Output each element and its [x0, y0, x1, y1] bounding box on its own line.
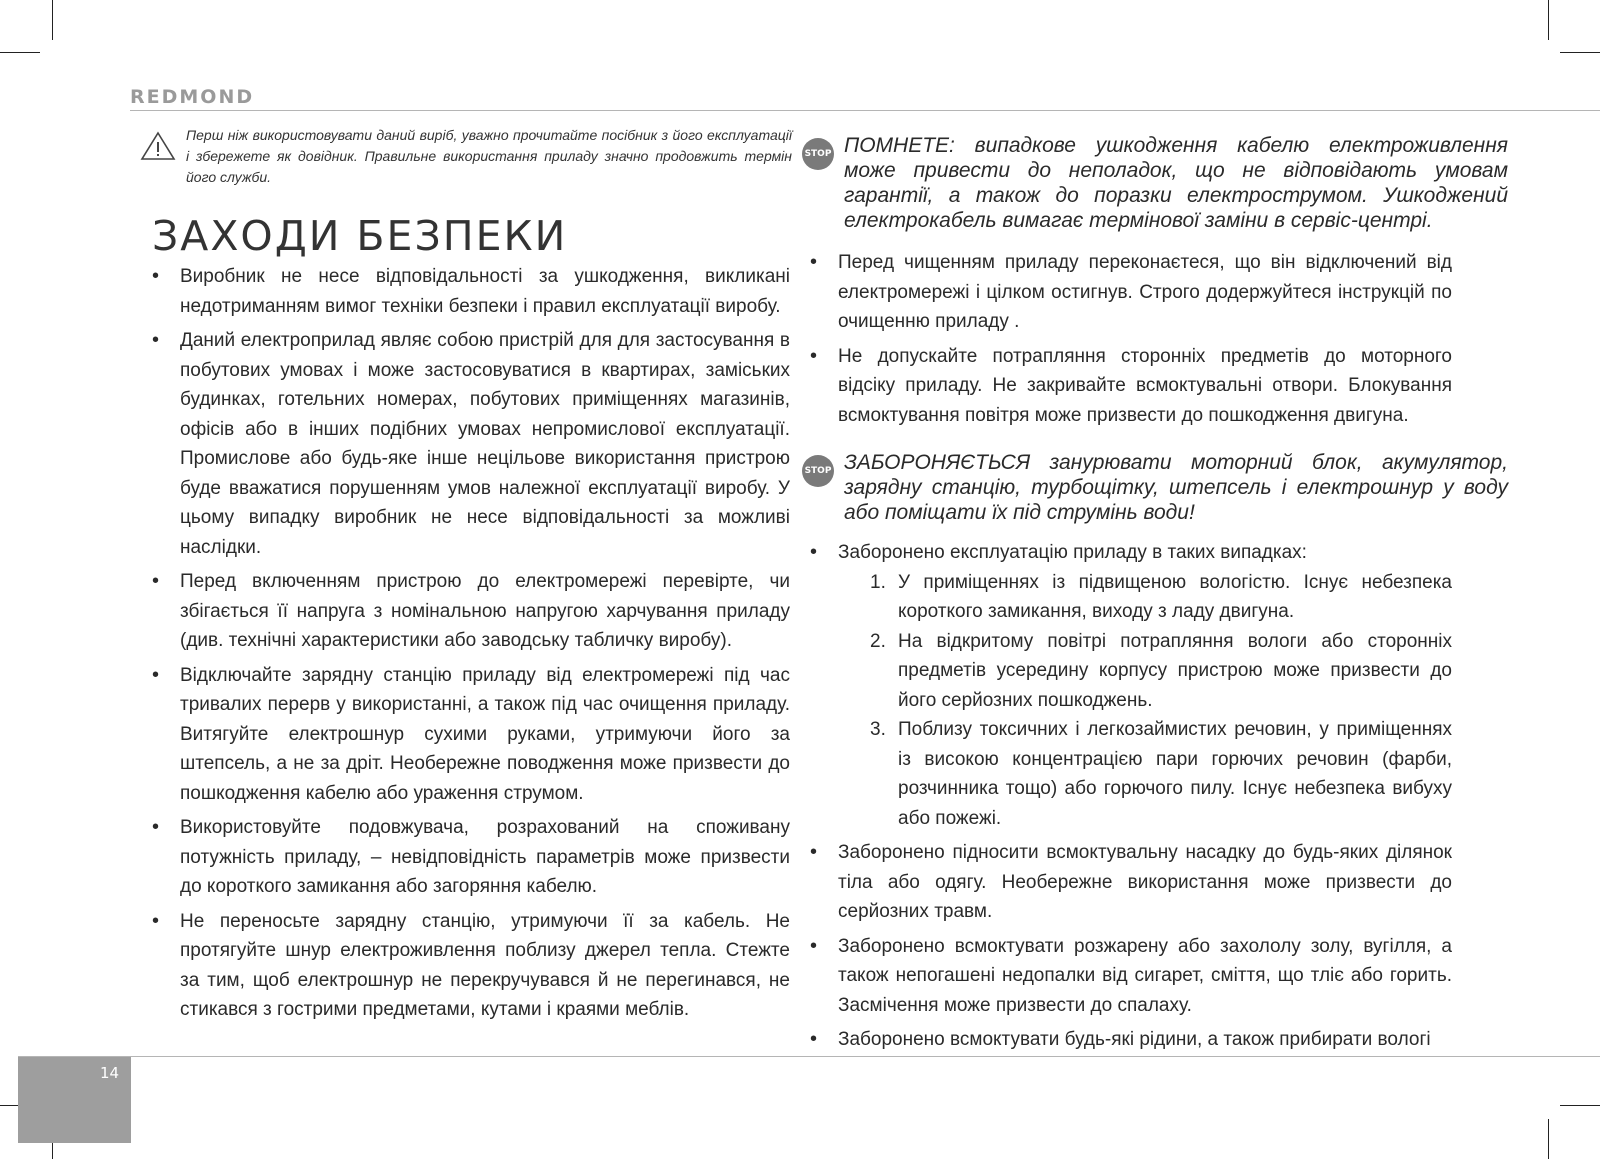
forbidden-cases-list: [838, 568, 1452, 834]
header-rule: [130, 110, 1600, 111]
item-text: На відкритому повітрі потрапляння вологи або сторонніх предметів усередину корпусу пристрою може призвести до його серйозних пошкоджень.: [898, 630, 1452, 711]
stop-icon: STOP: [802, 138, 834, 170]
footer-rule: [18, 1056, 1600, 1057]
crop-mark: [52, 0, 53, 40]
warning-triangle-icon: [140, 131, 176, 166]
item-text: У приміщеннях із підвищеною вологістю. Існує небезпека короткого замикання, виходу з ладу двигуна.: [898, 571, 1452, 622]
crop-mark: [1548, 1119, 1549, 1159]
list-item: • Перед включенням пристрою до електромережі перевірте, чи збігається її напруга з номінальною напругою харчування приладу (див. технічні характеристики або заводську табличку виробу).: [150, 567, 790, 656]
left-column: [150, 262, 790, 1030]
crop-mark: [0, 52, 40, 53]
stop-note: [804, 450, 1508, 525]
list-item: • Заборонено всмоктувати розжарену або захололу золу, вугілля, а також непогашені недопалки від сигарет, сміття, що тліє або горить. Засмічення може призвести до спалаху.: [808, 932, 1452, 1021]
numbered-item: [870, 715, 1452, 833]
brand-logo: REDMOND: [130, 86, 255, 108]
right-column-a: [808, 248, 1452, 435]
list-item: • Заборонено всмоктувати будь-які рідини, а також прибирати вологі: [808, 1025, 1452, 1055]
right-column-b: [808, 538, 1452, 1060]
stop-note-text: ЗАБОРОНЯЄТЬСЯ занурювати моторний блок, акумулятор, зарядну станцію, турбощітку, штепсель і електрошнур у воду або поміщати їх під струмінь води!: [844, 451, 1508, 524]
list-item: • Перед чищенням приладу переконаєтеся, що він відключений від електромережі і цілком остигнув. Строго додержуйтеся інструкцій по очищенню приладу .: [808, 248, 1452, 337]
numbered-item: [870, 627, 1452, 716]
list-item: • Даний електроприлад являє собою пристрій для для застосування в побутових умовах і може застосовуватися в квартирах, заміських будинках, готельних номерах, побутових приміщеннях магазинів, офісів або в інших подібних умовах непромислової експлуатації. Промислове або будь-яке інше нецільове використання пристрою буде вважатися порушенням умов належної експлуатації виробу. У цьому випадку виробник не несе відповідальності за можливі наслідки.: [150, 326, 790, 562]
list-item: • Не допускайте потрапляння сторонніх предметів до моторного відсіку приладу. Не закривайте всмоктувальні отвори. Блокування всмоктування повітря може призвести до пошкодження двигуна.: [808, 342, 1452, 431]
numbered-item: [870, 568, 1452, 627]
warning-notice: [140, 125, 792, 188]
page-number: 14: [100, 1064, 120, 1082]
crop-mark: [1560, 1105, 1600, 1106]
forbidden-intro: Заборонено експлуатацію приладу в таких випадках:: [838, 542, 1307, 563]
item-number: 3.: [870, 719, 886, 740]
item-text: Поблизу токсичних і легкозаймистих речовин, у приміщеннях із високою концентрацією пари горючих речовин (фарби, розчинника тощо) або горючого пилу. Існує небезпека вибуху або пожежі.: [898, 719, 1452, 829]
safety-list-right-a: [808, 248, 1452, 430]
section-title: ЗАХОДИ БЕЗПЕКИ: [152, 212, 568, 260]
stop-icon: STOP: [802, 455, 834, 487]
warning-text: Перш ніж використовувати даний виріб, уважно прочитайте посібник з його експлуатації і збережете як довідник. Правильне використання приладу значно продовжить термін його служби.: [186, 127, 792, 185]
crop-mark: [1560, 52, 1600, 53]
stop-note: [804, 133, 1508, 233]
list-item: • Не переносьте зарядну станцію, утримуючи її за кабель. Не протягуйте шнур електроживлення поблизу джерел тепла. Стежте за тим, щоб електрошнур не перекручувався й не перегинався, не стикався з гострими предметами, кутами і краями меблів.: [150, 907, 790, 1025]
list-item: • Використовуйте подовжувача, розрахований на споживану потужність приладу, – невідповідність параметрів може призвести до короткого замикання або загоряння кабелю.: [150, 813, 790, 902]
crop-mark: [1548, 0, 1549, 40]
list-item: • Виробник не несе відповідальності за ушкодження, викликані недотриманням вимог техніки безпеки і правил експлуатації виробу.: [150, 262, 790, 321]
list-item: [808, 538, 1452, 833]
item-number: 1.: [870, 571, 886, 593]
list-item: • Відключайте зарядну станцію приладу від електромережі під час тривалих перерв у використанні, а також під час очищення приладу. Витягуйте електрошнур сухими руками, утримуючи його за штепсель, а не за дріт. Необережне поводження може призвести до пошкодження кабелю або ураження струмом.: [150, 661, 790, 809]
list-item: • Заборонено підносити всмоктувальну насадку до будь-яких ділянок тіла або одягу. Необережне використання може призвести до серйозних травм.: [808, 838, 1452, 927]
stop-note-text: ПОМНЕТЕ: випадкове ушкодження кабелю електроживлення може привести до неполадок, що не відповідають умовам гарантії, а також до поразки електрострумом. Ушкоджений електрокабель вимагає термінової заміни в сервіс-центрі.: [844, 134, 1508, 232]
safety-list-left: [150, 262, 790, 1025]
safety-list-right-b: [808, 538, 1452, 1055]
item-number: 2.: [870, 630, 886, 652]
